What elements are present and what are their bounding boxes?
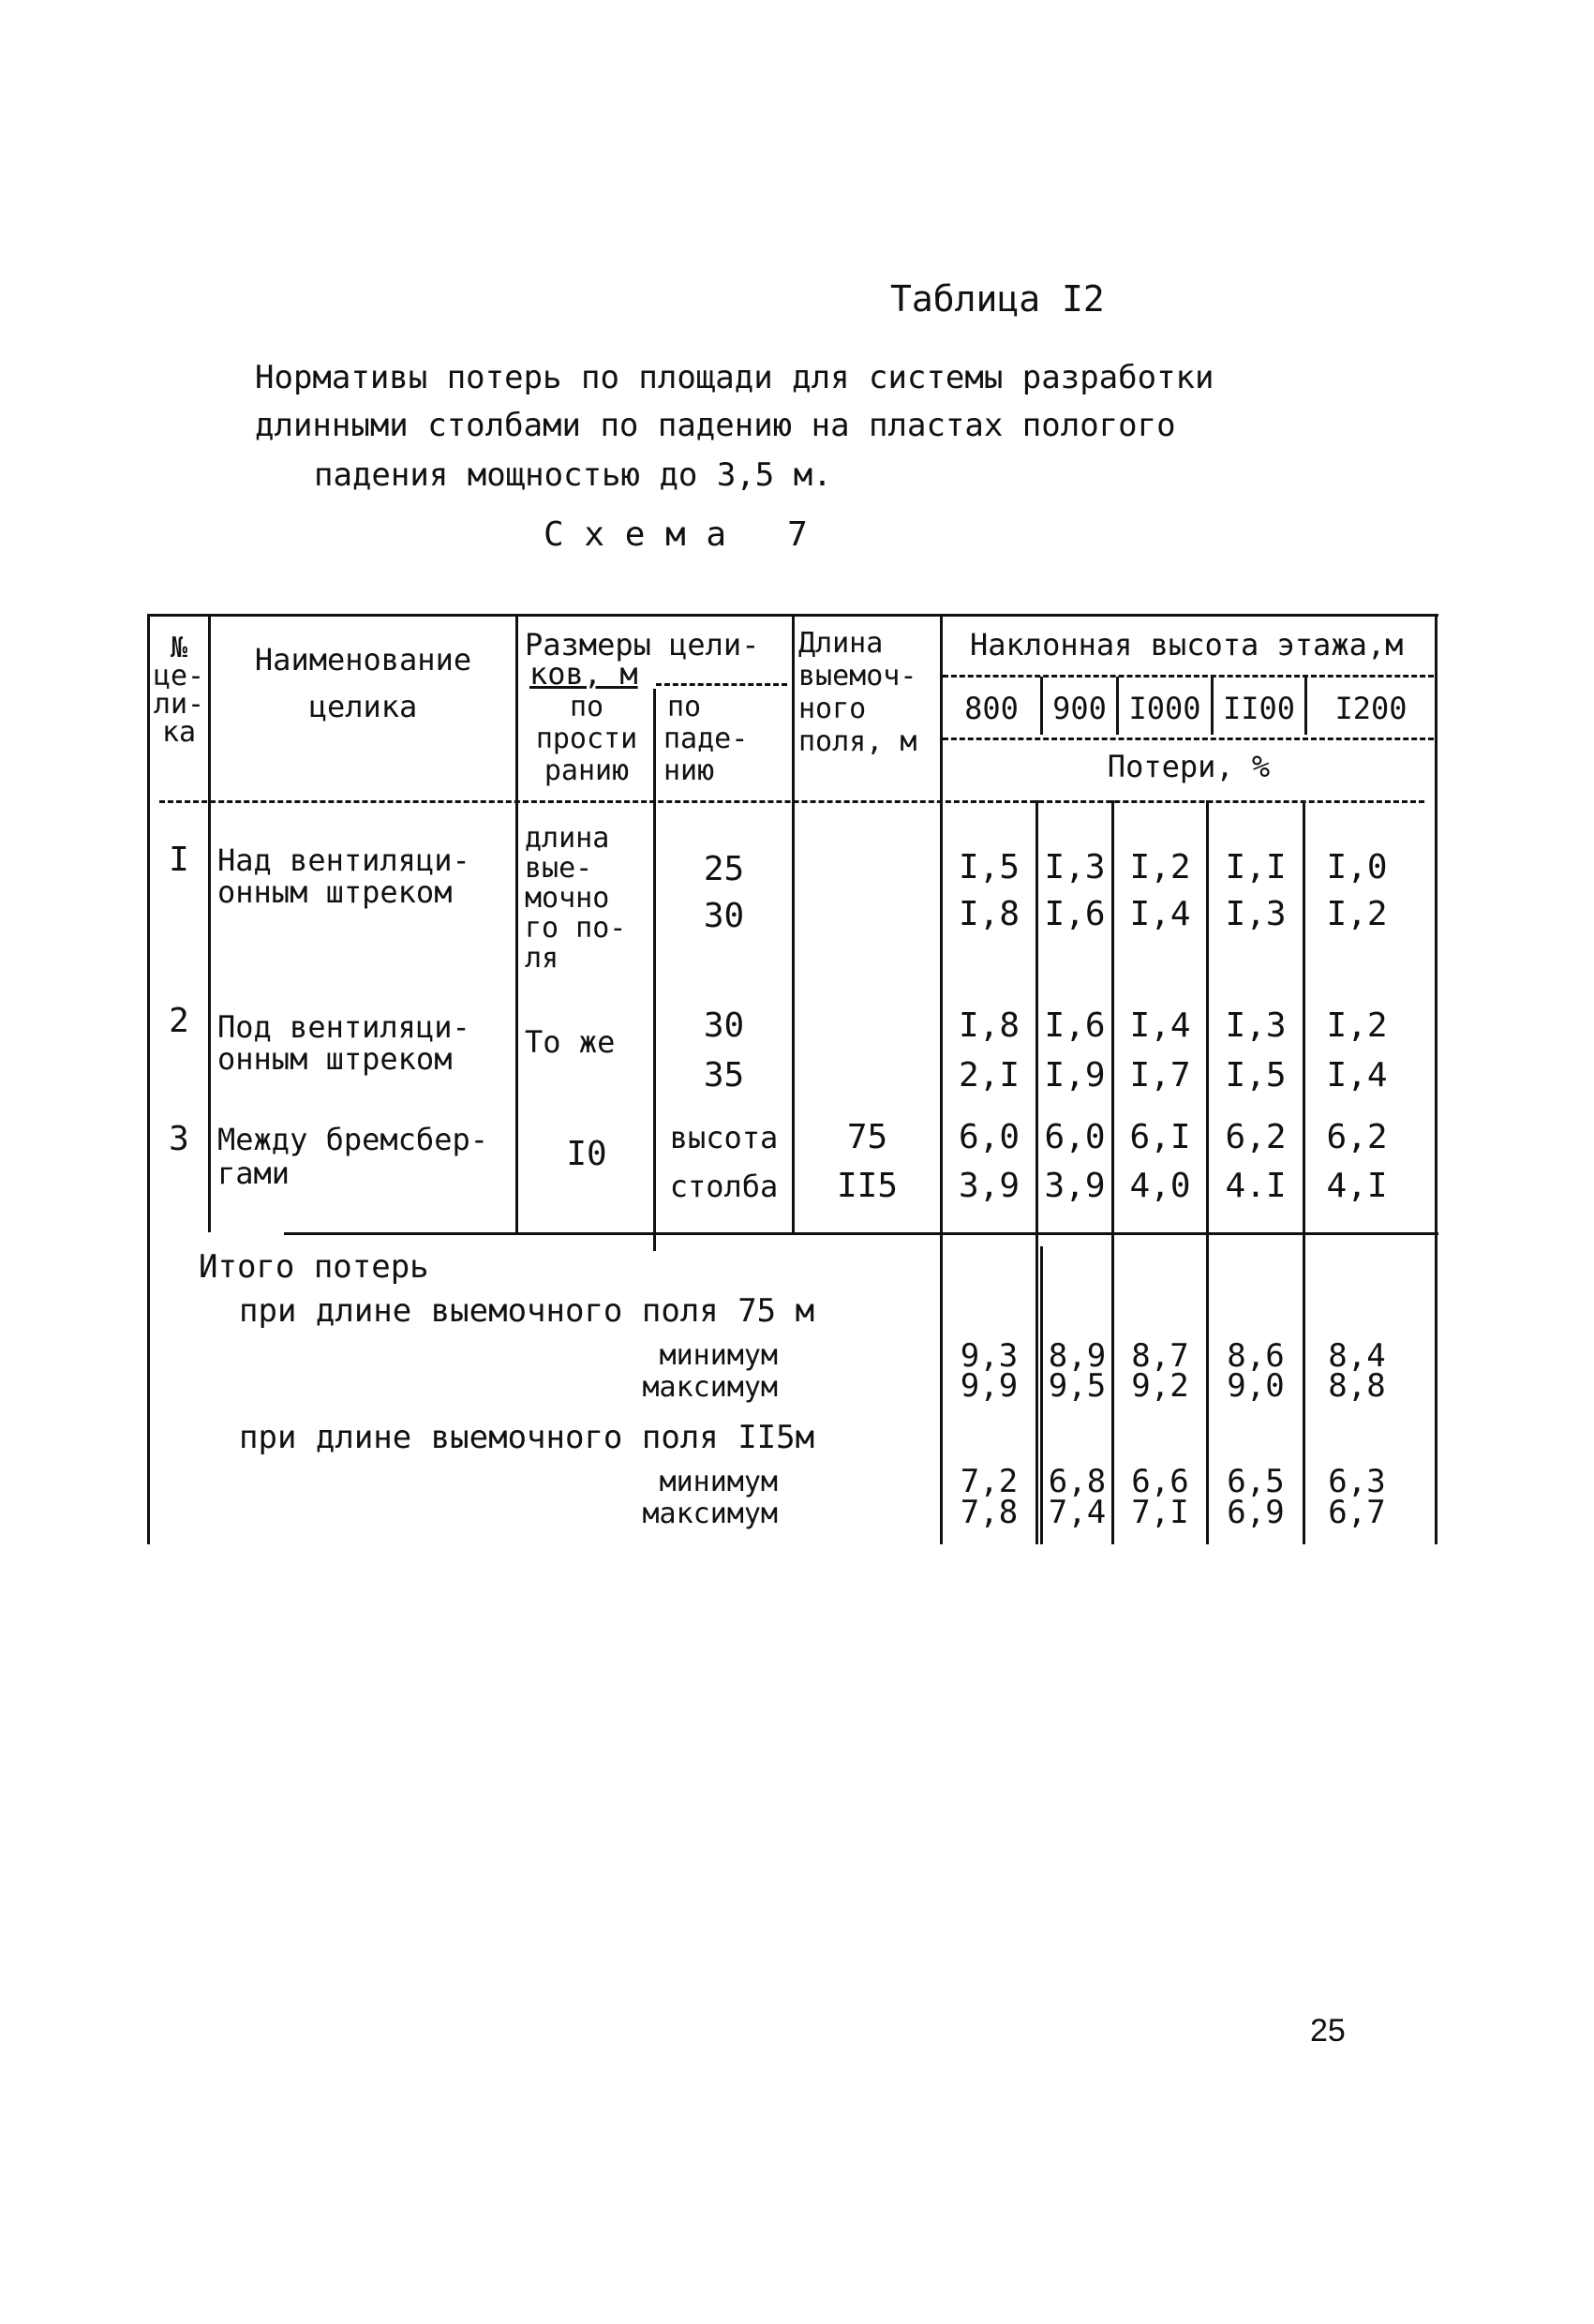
row3-length-2: II5 [836, 1167, 899, 1205]
row1-strike-1: длина [525, 822, 610, 855]
header-name-2: целика [308, 689, 418, 724]
row3-strike: I0 [566, 1135, 607, 1173]
row1-dip-2: 30 [703, 897, 745, 935]
header-height-1200: I200 [1334, 691, 1408, 726]
header-num-1: № [170, 632, 188, 664]
scheme-label: С х е м а 7 [544, 515, 808, 554]
row2-dip-1: 30 [703, 1006, 745, 1045]
page-number: 25 [1310, 2013, 1346, 2048]
totals-group2-label: при длине выемочного поля II5м [239, 1419, 815, 1456]
header-num-4: ка [161, 716, 197, 749]
row2-name-1: Под вентиляци- [217, 1009, 470, 1045]
header-height-800: 800 [964, 691, 1019, 726]
header-height-1000: I000 [1128, 691, 1201, 726]
totals-group2-min-label: минимум [659, 1466, 778, 1498]
row2-name-2: онным штреком [217, 1041, 453, 1077]
header-height-900: 900 [1052, 691, 1107, 726]
header-length-4: поля, м [798, 725, 917, 758]
totals-group2-max-label: максимум [642, 1497, 778, 1530]
row3-name-1: Между бремсбер- [217, 1122, 488, 1157]
header-dip-1: по [667, 691, 702, 723]
row2-strike: То же [525, 1024, 616, 1060]
title-line-1: Нормативы потерь по площади для системы разработки [255, 359, 1214, 396]
row1-dip-1: 25 [703, 850, 745, 888]
row1-strike-2: вые- [525, 852, 593, 885]
header-strike-3: ранию [544, 754, 630, 787]
header-num-3: ли- [153, 688, 205, 721]
header-length-2: выемоч- [798, 660, 917, 693]
totals-group1-max-label: максимум [642, 1371, 778, 1404]
row1-strike-4: го по- [525, 912, 627, 945]
row2-dip-2: 35 [703, 1056, 745, 1095]
title-line-2: длинными столбами по падению на пластах пологого [255, 407, 1176, 444]
header-losses-title: Потери, % [1107, 749, 1271, 784]
header-sizes-2: ков, м [529, 656, 638, 692]
header-strike-1: по [569, 691, 604, 723]
header-length-3: ного [798, 693, 867, 725]
row3-length-1: 75 [846, 1118, 888, 1156]
row1-name-2: онным штреком [217, 874, 453, 910]
table-number: Таблица I2 [890, 278, 1105, 320]
row3-dip-1: высота [669, 1120, 779, 1155]
header-sizes-1: Размеры цели- [525, 627, 760, 663]
header-height-title: Наклонная высота этажа,м [970, 627, 1404, 663]
row3-num: 3 [169, 1120, 189, 1158]
header-num-2: це- [153, 660, 205, 693]
row3-name-2: гами [217, 1155, 290, 1191]
row1-strike-3: мочно [525, 882, 610, 915]
row1-name-1: Над вентиляци- [217, 842, 470, 878]
header-dip-2: паде- [663, 723, 749, 755]
row2-num: 2 [169, 1002, 189, 1040]
totals-group1-label: при длине выемочного поля 75 м [239, 1292, 815, 1330]
header-strike-2: прости [535, 723, 638, 755]
header-length-1: Длина [798, 627, 884, 660]
totals-title: Итого потерь [199, 1248, 429, 1286]
title-line-3: падения мощностью до 3,5 м. [314, 456, 832, 494]
totals-group1-min-label: минимум [659, 1339, 778, 1372]
row1-strike-5: ля [525, 942, 559, 975]
row3-dip-2: столба [669, 1169, 779, 1204]
header-height-1100: II00 [1222, 691, 1296, 726]
row1-num: I [169, 841, 189, 879]
header-dip-3: нию [663, 754, 715, 787]
header-name-1: Наименование [254, 642, 472, 678]
